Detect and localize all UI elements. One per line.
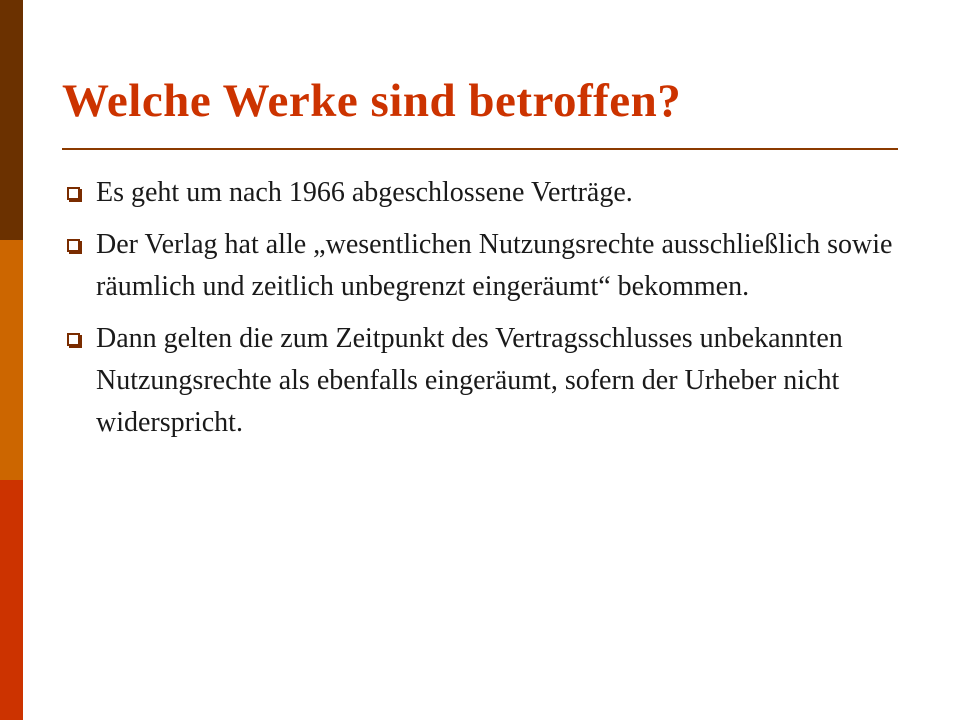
bullet-text: Dann gelten die zum Zeitpunkt des Vertragsschlusses unbekannten Nutzungsrechte als ebenfalls eingeräumt, sofern der Urheber nicht widerspricht. — [96, 323, 843, 438]
title-divider — [62, 148, 898, 150]
slide-title: Welche Werke sind betroffen? — [62, 75, 682, 127]
square-bullet-icon — [67, 187, 80, 200]
side-band-top — [0, 0, 23, 240]
list-item — [62, 172, 912, 214]
list-item — [62, 318, 912, 444]
side-band-middle — [0, 240, 23, 480]
side-band-bottom — [0, 480, 23, 720]
bullet-text: Der Verlag hat alle „wesentlichen Nutzungsrechte ausschließlich sowie räumlich und zeitlich unbegrenzt eingeräumt“ bekommen. — [96, 229, 893, 302]
bullet-text: Es geht um nach 1966 abgeschlossene Verträge. — [96, 177, 633, 208]
square-bullet-icon — [67, 333, 80, 346]
bullet-list — [62, 172, 912, 454]
square-bullet-icon — [67, 239, 80, 252]
list-item — [62, 224, 912, 308]
